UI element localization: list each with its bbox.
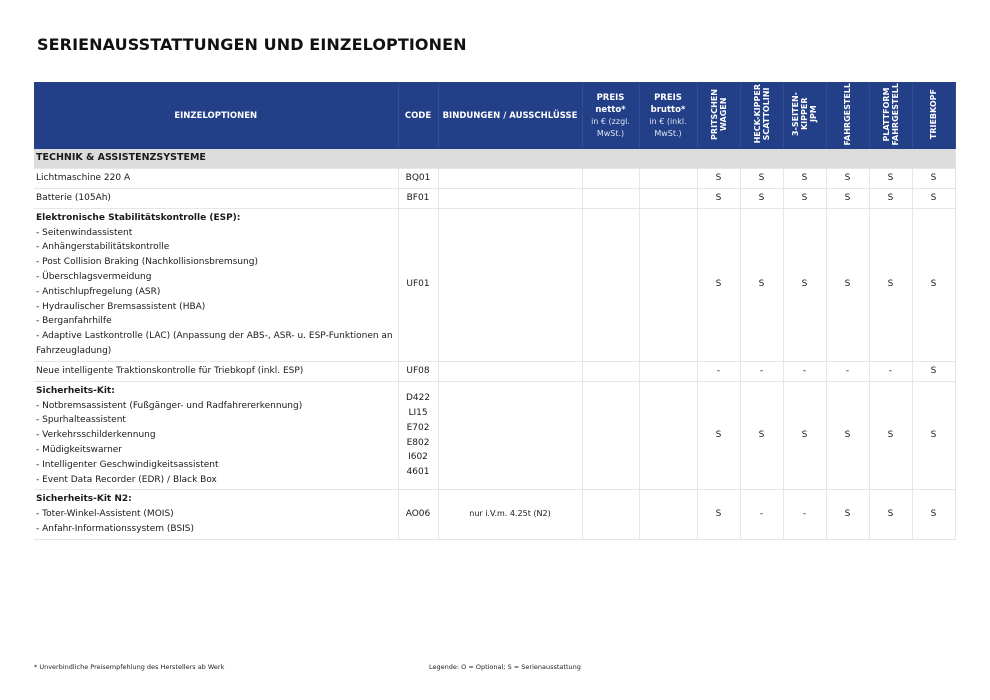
price-net-cell: [582, 381, 639, 490]
availability-cell: S: [783, 168, 826, 188]
availability-cell: S: [740, 208, 783, 361]
option-line: - Anhängerstabilitätskontrolle: [36, 242, 170, 253]
code-cell: [398, 381, 438, 490]
header-price-gross: [639, 82, 697, 149]
availability-cell: S: [697, 208, 740, 361]
option-line: - Verkehrsschilderkennung: [36, 430, 156, 441]
price-gross-cell: [639, 361, 697, 381]
availability-cell: S: [912, 168, 955, 188]
bindings-cell: [438, 168, 582, 188]
availability-cell: S: [697, 490, 740, 539]
header-body-label: TRIEBKOPF: [929, 88, 938, 140]
header-body-triebkopf: [912, 82, 955, 149]
availability-cell: S: [869, 208, 912, 361]
table-body: [34, 149, 955, 539]
table-row: [34, 168, 955, 188]
bindings-cell: [438, 208, 582, 361]
section-title: TECHNIK & ASSISTENZSYSTEME: [34, 149, 955, 168]
availability-cell: S: [697, 168, 740, 188]
option-line: - Post Collision Braking (Nachkollisionsbremsung): [36, 257, 258, 268]
option-code: BF01: [406, 192, 430, 203]
bindings-cell: nur i.V.m. 4.25t (N2): [438, 490, 582, 539]
price-net-cell: [582, 168, 639, 188]
table-row: [34, 208, 955, 361]
option-line: Lichtmaschine 220 A: [36, 172, 131, 183]
option-cell: [34, 188, 398, 208]
option-code: BQ01: [405, 172, 431, 183]
option-code: 4601: [406, 467, 430, 478]
option-cell: [34, 490, 398, 539]
option-line: - Adaptive Lastkontrolle (LAC) (Anpassung der ABS-, ASR- u. ESP-Funktionen an Fahrzeugladung): [36, 331, 393, 356]
option-line: - Intelligenter Geschwindigkeitsassistent: [36, 459, 219, 470]
availability-cell: S: [740, 381, 783, 490]
header-price-net: [582, 82, 639, 149]
availability-cell: S: [697, 188, 740, 208]
availability-cell: S: [826, 188, 869, 208]
option-line: - Seitenwindassistent: [36, 227, 133, 238]
table-row: [34, 361, 955, 381]
header-body-heckkipper: [740, 82, 783, 149]
option-cell: [34, 381, 398, 490]
option-cell: [34, 168, 398, 188]
price-gross-cell: [639, 490, 697, 539]
option-line: - Spurhalteassistent: [36, 415, 126, 426]
availability-cell: S: [912, 381, 955, 490]
header-price-gross-sub: in € (inkl. MwSt.): [649, 116, 687, 138]
header-body-fahrgestell: [826, 82, 869, 149]
header-price-net-main: PREIS netto*: [595, 92, 626, 115]
availability-cell: S: [783, 208, 826, 361]
legend: Legende: O = Optional; S = Serienausstattung: [429, 663, 581, 671]
code-cell: [398, 168, 438, 188]
price-gross-cell: [639, 381, 697, 490]
option-line: Batterie (105Ah): [36, 192, 111, 203]
price-gross-cell: [639, 168, 697, 188]
header-body-label: HECK-KIPPER SCATTOLINI: [752, 84, 771, 144]
availability-cell: -: [826, 361, 869, 381]
option-line: - Berganfahrhilfe: [36, 316, 112, 327]
price-net-cell: [582, 361, 639, 381]
bindings-cell: [438, 361, 582, 381]
option-code: UF08: [406, 365, 430, 376]
option-heading: Sicherheits-Kit N2:: [36, 494, 132, 505]
availability-cell: S: [826, 381, 869, 490]
header-bindings: BINDUNGEN / AUSSCHLÜSSE: [438, 82, 582, 149]
header-body-plattform-fahrgestell: [869, 82, 912, 149]
option-line: - Hydraulischer Bremsassistent (HBA): [36, 301, 206, 312]
availability-cell: S: [869, 188, 912, 208]
availability-cell: S: [783, 381, 826, 490]
availability-cell: S: [826, 168, 869, 188]
code-cell: [398, 490, 438, 539]
table-row: [34, 188, 955, 208]
code-cell: [398, 361, 438, 381]
availability-cell: S: [826, 208, 869, 361]
availability-cell: S: [697, 381, 740, 490]
bindings-cell: [438, 188, 582, 208]
option-line: - Überschlagsvermeidung: [36, 271, 152, 282]
availability-cell: -: [783, 361, 826, 381]
option-code: E802: [406, 437, 430, 448]
page-title: SERIENAUSSTATTUNGEN UND EINZELOPTIONEN: [37, 35, 467, 54]
header-price-gross-main: PREIS brutto*: [650, 92, 686, 115]
header-body-3-seiten-kipper: [783, 82, 826, 149]
table-row: [34, 490, 955, 539]
availability-cell: S: [826, 490, 869, 539]
option-cell: [34, 208, 398, 361]
option-heading: Sicherheits-Kit:: [36, 385, 115, 396]
availability-cell: S: [912, 361, 955, 381]
option-line: - Notbremsassistent (Fußgänger- und Radfahrererkennung): [36, 400, 303, 411]
option-code: LI15: [408, 407, 428, 418]
header-body-label: PRITSCHEN WAGEN: [709, 88, 728, 140]
option-code: E702: [406, 422, 430, 433]
availability-cell: -: [740, 361, 783, 381]
option-code: I602: [408, 452, 428, 463]
option-cell: [34, 361, 398, 381]
options-table: [34, 82, 956, 540]
availability-cell: S: [912, 208, 955, 361]
option-line: - Anfahr-Informationssystem (BSIS): [36, 523, 195, 534]
availability-cell: S: [912, 188, 955, 208]
price-net-cell: [582, 188, 639, 208]
availability-cell: S: [912, 490, 955, 539]
footnote: * Unverbindliche Preisempfehlung des Herstellers ab Werk: [34, 663, 225, 671]
option-code: UF01: [406, 279, 430, 290]
availability-cell: -: [869, 361, 912, 381]
header-price-net-sub: in € (zzgl. MwSt.): [591, 116, 630, 138]
header-code: CODE: [398, 82, 438, 149]
table-header-row: [34, 82, 955, 149]
availability-cell: S: [869, 168, 912, 188]
table-row: [34, 381, 955, 490]
availability-cell: S: [869, 490, 912, 539]
price-gross-cell: [639, 208, 697, 361]
option-line: - Event Data Recorder (EDR) / Black Box: [36, 474, 217, 485]
price-net-cell: [582, 490, 639, 539]
availability-cell: S: [740, 188, 783, 208]
code-cell: [398, 208, 438, 361]
availability-cell: S: [869, 381, 912, 490]
option-line: Neue intelligente Traktionskontrolle für Triebkopf (inkl. ESP): [36, 365, 304, 376]
availability-cell: -: [697, 361, 740, 381]
price-net-cell: [582, 208, 639, 361]
header-body-label: 3-SEITEN- KIPPER JPM: [791, 91, 818, 137]
option-code: D422: [405, 393, 431, 404]
availability-cell: S: [740, 168, 783, 188]
section-row: [34, 149, 955, 168]
code-cell: [398, 188, 438, 208]
header-body-label: FAHRGESTELL: [843, 82, 852, 146]
option-line: - Antischlupfregelung (ASR): [36, 286, 161, 297]
availability-cell: S: [783, 188, 826, 208]
header-body-label: PLATTFORM FAHRGESTELL: [881, 82, 900, 146]
option-heading: Elektronische Stabilitätskontrolle (ESP):: [36, 212, 241, 223]
option-line: - Müdigkeitswarner: [36, 444, 123, 455]
bindings-cell: [438, 381, 582, 490]
availability-cell: -: [740, 490, 783, 539]
option-code: AO06: [405, 509, 431, 520]
header-body-pritschenwagen: [697, 82, 740, 149]
availability-cell: -: [783, 490, 826, 539]
option-line: - Toter-Winkel-Assistent (MOIS): [36, 509, 174, 520]
price-gross-cell: [639, 188, 697, 208]
header-options: EINZELOPTIONEN: [34, 82, 398, 149]
